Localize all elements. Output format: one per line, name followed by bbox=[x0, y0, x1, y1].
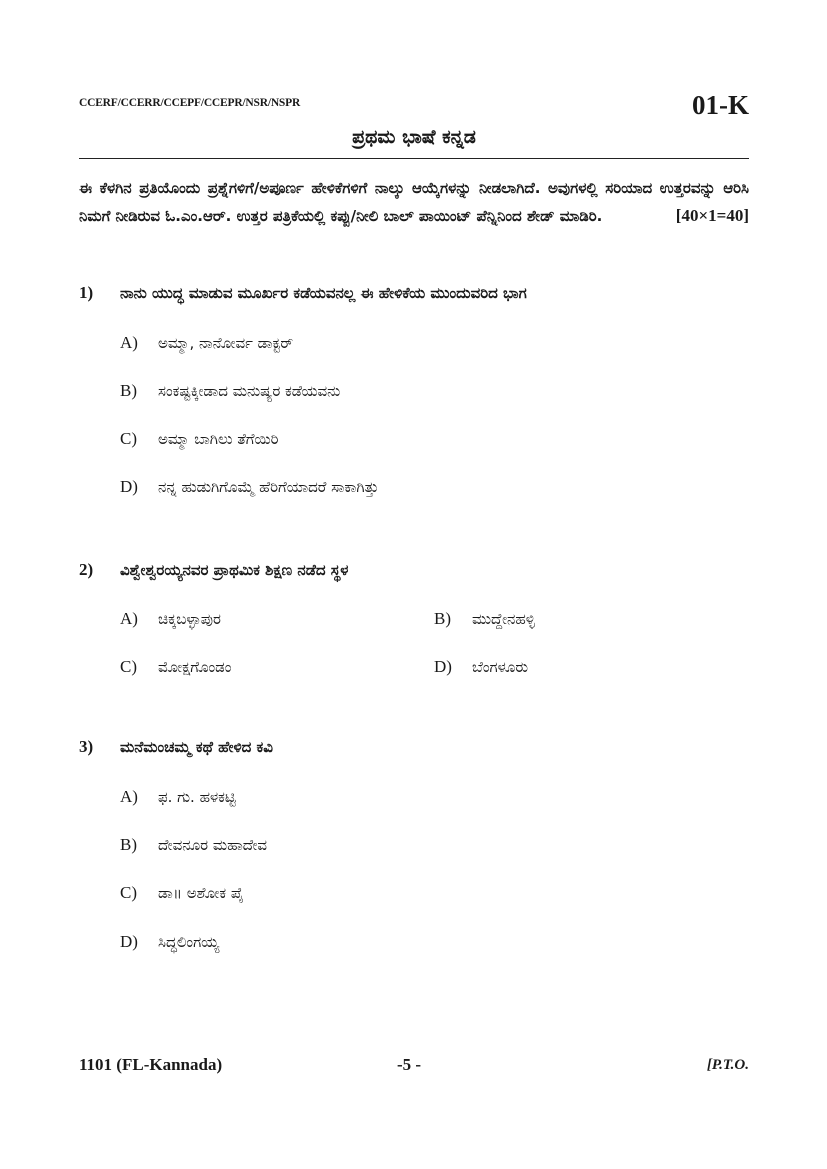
question-text: ವಿಶ್ವೇಶ್ವರಯ್ಯನವರ ಪ್ರಾಥಮಿಕ ಶಿಕ್ಷಣ ನಡೆದ ಸ್ಥಳ bbox=[120, 561, 349, 579]
option-letter: C) bbox=[120, 657, 137, 676]
option-text: ಬೆಂಗಳೂರು bbox=[472, 658, 529, 676]
option-letter: C) bbox=[120, 429, 137, 448]
option-text: ಸಂಕಷ್ಟಕ್ಕೀಡಾದ ಮನುಷ್ಯರ ಕಡೆಯವನು bbox=[158, 382, 341, 400]
option-letter: D) bbox=[120, 477, 138, 496]
question-3 bbox=[79, 737, 749, 767]
footer-paper-id: 1101 (FL-Kannada) bbox=[79, 1055, 223, 1074]
option-letter: B) bbox=[120, 381, 137, 400]
option-text: ಸಿದ್ಧಲಿಂಗಯ್ಯ bbox=[158, 933, 220, 951]
option-text: ಮುದ್ದೇನಹಳ್ಳಿ bbox=[472, 610, 535, 628]
option-text: ಮೋಕ್ಷಗೊಂಡಂ bbox=[158, 658, 232, 676]
option-text: ಚಿಕ್ಕಬಳ್ಳಾಪುರ bbox=[158, 610, 221, 628]
option-text: ಅಮ್ಮಾ ಬಾಗಿಲು ತೆಗೆಯಿರಿ bbox=[158, 430, 279, 448]
option-text: ಫ. ಗು. ಹಳಕಟ್ಟಿ bbox=[158, 788, 236, 806]
option-letter: A) bbox=[120, 787, 138, 806]
q2-option-d bbox=[434, 657, 528, 677]
option-text: ಅಮ್ಮಾ, ನಾನೋರ್ವ ಡಾಕ್ಟರ್ bbox=[158, 334, 294, 352]
exam-page bbox=[79, 0, 749, 1169]
question-1 bbox=[79, 283, 749, 313]
q1-option-c bbox=[120, 429, 279, 449]
q1-option-d bbox=[120, 477, 379, 497]
option-letter: D) bbox=[434, 657, 452, 676]
instructions-text: ಈ ಕೆಳಗಿನ ಪ್ರತಿಯೊಂದು ಪ್ರಶ್ನೆಗಳಿಗೆ/ಅಪೂರ್ಣ ಹೇಳಿಕೆಗಳಿಗೆ ನಾಲ್ಕು ಆಯ್ಕೆಗಳನ್ನು ನೀಡಲಾಗಿದೆ. ಅವುಗಳಲ್ಲಿ ಸರಿಯಾದ ಉತ್ತರವನ್ನು ಆರಿಸಿ ನಿಮಗೆ ನೀಡಿರುವ ಓ.ಎಂ.ಆರ್. ಉತ್ತರ ಪತ್ರಿಕೆಯಲ್ಲಿ ಕಪ್ಪು/ನೀಲಿ ಬಾಲ್ ಪಾಯಿಂಟ್ ಪೆನ್ನಿನಿಂದ ಶೇಡ್ ಮಾಡಿರಿ. bbox=[79, 179, 749, 225]
option-letter: C) bbox=[120, 883, 137, 902]
instructions-block bbox=[79, 174, 749, 230]
option-text: ಡಾ॥ ಅಶೋಕ ಪೈ bbox=[158, 884, 244, 902]
question-text: ಮನೆಮಂಚಮ್ಮ ಕಥೆ ಹೇಳಿದ ಕವಿ bbox=[120, 738, 273, 756]
q1-option-b bbox=[120, 381, 340, 401]
subject-title: ಪ್ರಥಮ ಭಾಷೆ ಕನ್ನಡ bbox=[352, 126, 476, 148]
header-divider bbox=[79, 158, 749, 159]
question-number: 1) bbox=[79, 283, 94, 302]
question-number: 3) bbox=[79, 737, 94, 756]
marks-allocation: [40×1=40] bbox=[675, 206, 749, 225]
page-number: -5 - bbox=[397, 1055, 422, 1074]
pto-label: [P.T.O. bbox=[706, 1057, 749, 1073]
q3-option-c bbox=[120, 883, 244, 903]
paper-code: 01-K bbox=[692, 90, 749, 120]
q3-option-d bbox=[120, 932, 219, 952]
option-letter: B) bbox=[434, 609, 451, 628]
option-letter: A) bbox=[120, 609, 138, 628]
page-footer bbox=[79, 1055, 749, 1079]
q3-option-a bbox=[120, 787, 236, 807]
option-letter: A) bbox=[120, 333, 138, 352]
q2-option-c bbox=[120, 657, 231, 677]
q3-option-b bbox=[120, 835, 267, 855]
question-number: 2) bbox=[79, 560, 94, 579]
exam-codes: CCERF/CCERR/CCEPF/CCEPR/NSR/NSPR bbox=[79, 97, 301, 109]
question-2 bbox=[79, 560, 749, 590]
q1-option-a bbox=[120, 333, 293, 353]
option-letter: D) bbox=[120, 932, 138, 951]
option-text: ದೇವನೂರ ಮಹಾದೇವ bbox=[158, 836, 268, 854]
question-text: ನಾನು ಯುದ್ಧ ಮಾಡುವ ಮೂರ್ಖರ ಕಡೆಯವನಲ್ಲ ಈ ಹೇಳಿಕೆಯ ಮುಂದುವರಿದ ಭಾಗ bbox=[120, 284, 527, 302]
option-letter: B) bbox=[120, 835, 137, 854]
option-text: ನನ್ನ ಹುಡುಗಿಗೊಮ್ಮೆ ಹೆರಿಗೆಯಾದರೆ ಸಾಕಾಗಿತ್ತು bbox=[158, 478, 379, 496]
q2-option-a bbox=[120, 609, 221, 629]
q2-option-b bbox=[434, 609, 535, 629]
